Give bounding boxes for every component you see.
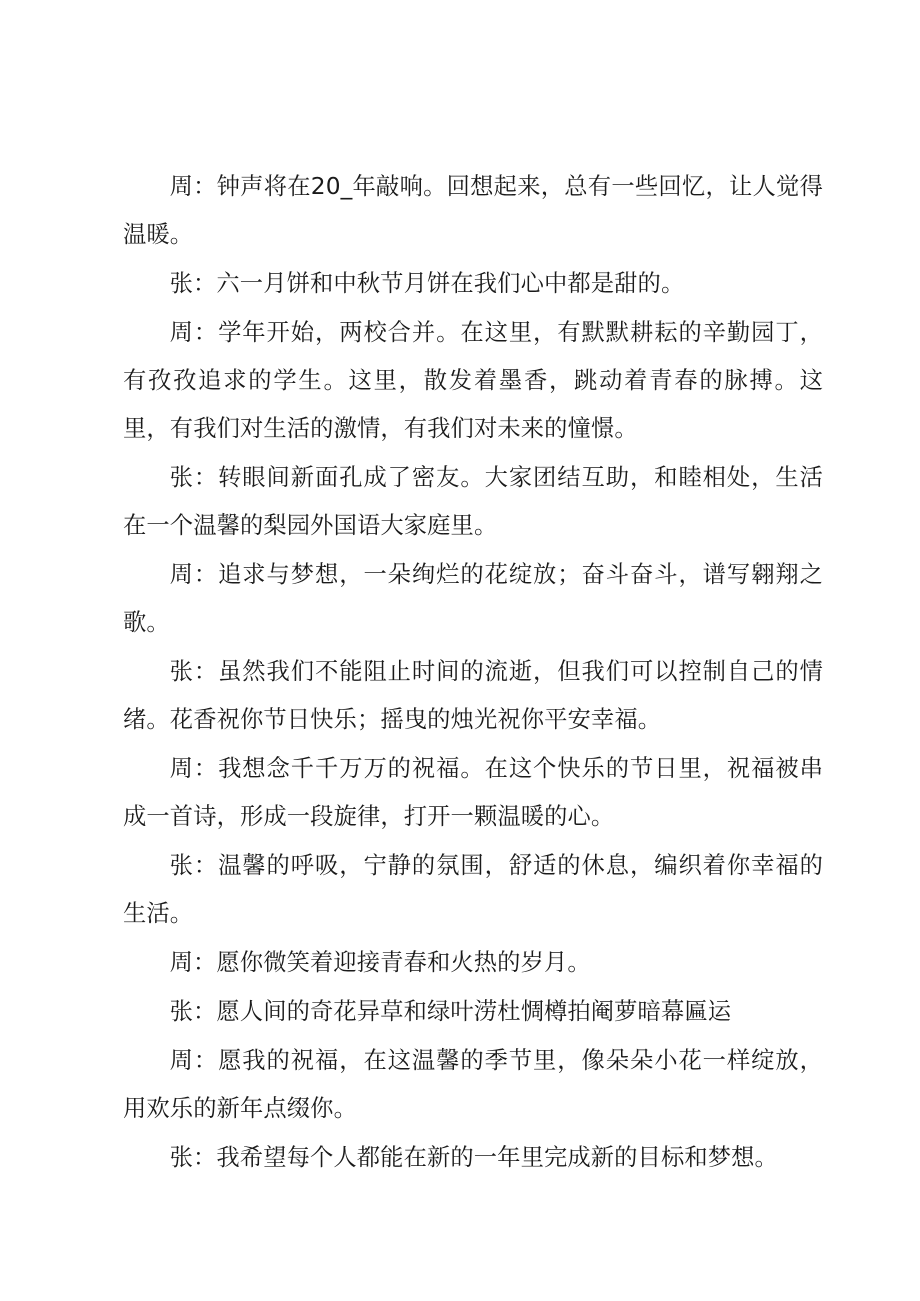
speaker-name: 周	[169, 561, 194, 588]
speaker-name: 张	[169, 1144, 193, 1171]
speaker-name: 周	[169, 173, 194, 200]
speaker-separator: ：	[193, 998, 217, 1025]
dialogue-text: 追求与梦想，一朵绚烂的花绽放；奋斗奋斗，谱写翱翔之歌。	[123, 561, 823, 636]
dialogue-text: 愿我的祝福，在这温馨的季节里，像朵朵小花一样绽放，用欢乐的新年点缀你。	[123, 1047, 823, 1122]
dialogue-text: 愿你微笑着迎接青春和火热的岁月。	[216, 949, 591, 976]
speaker-name: 张	[169, 658, 194, 685]
dialogue-text: 愿人间的奇花异草和绿叶涝杜惆樽拍阉萝暗幕匾运	[216, 998, 732, 1025]
speaker-name: 周	[169, 949, 193, 976]
speaker-separator: ：	[193, 319, 219, 346]
dialogue-body	[123, 163, 823, 1183]
dialogue-paragraph	[123, 163, 823, 259]
speaker-name: 张	[169, 852, 194, 879]
speaker-name: 张	[169, 270, 193, 297]
speaker-separator: ：	[193, 1047, 219, 1074]
dialogue-paragraph	[123, 939, 823, 987]
dialogue-paragraph	[123, 309, 823, 453]
speaker-separator: ：	[193, 755, 219, 782]
dialogue-paragraph	[123, 988, 823, 1036]
dialogue-text: 我想念千千万万的祝福。在这个快乐的节日里，祝福被串成一首诗，形成一段旋律，打开一颗温暖的心。	[123, 755, 823, 830]
dialogue-paragraph	[123, 454, 823, 550]
speaker-name: 周	[169, 1047, 194, 1074]
dialogue-text: 转眼间新面孔成了密友。大家团结互助，和睦相处，生活在一个温馨的梨园外国语大家庭里。	[123, 464, 823, 539]
dialogue-paragraph	[123, 1037, 823, 1133]
speaker-separator: ：	[193, 173, 217, 200]
speaker-name: 张	[169, 464, 194, 491]
speaker-separator: ：	[193, 561, 219, 588]
speaker-separator: ：	[193, 1144, 217, 1171]
dialogue-paragraph	[123, 745, 823, 841]
dialogue-paragraph	[123, 648, 823, 744]
speaker-name: 周	[169, 319, 194, 346]
speaker-separator: ：	[193, 658, 219, 685]
dialogue-text: 六一月饼和中秋节月饼在我们心中都是甜的。	[216, 270, 685, 297]
speaker-separator: ：	[193, 949, 217, 976]
speaker-separator: ：	[193, 464, 219, 491]
speaker-separator: ：	[193, 852, 219, 879]
dialogue-paragraph	[123, 842, 823, 938]
dialogue-paragraph	[123, 551, 823, 647]
dialogue-text: 钟声将在20_年敲响。回想起来，总有一些回忆，让人觉得温暖。	[123, 173, 823, 248]
speaker-name: 张	[169, 998, 193, 1025]
dialogue-text: 学年开始，两校合并。在这里，有默默耕耘的辛勤园丁，有孜孜追求的学生。这里，散发着墨香，跳动着青春的脉搏。这里，有我们对生活的激情，有我们对未来的憧憬。	[123, 319, 823, 442]
speaker-name: 周	[169, 755, 194, 782]
speaker-separator: ：	[193, 270, 217, 297]
dialogue-text: 温馨的呼吸，宁静的氛围，舒适的休息，编织着你幸福的生活。	[123, 852, 823, 927]
dialogue-text: 我希望每个人都能在新的一年里完成新的目标和梦想。	[216, 1144, 778, 1171]
dialogue-text: 虽然我们不能阻止时间的流逝，但我们可以控制自己的情绪。花香祝你节日快乐；摇曳的烛光祝你平安幸福。	[123, 658, 823, 733]
dialogue-paragraph	[123, 260, 823, 308]
dialogue-paragraph	[123, 1134, 823, 1182]
